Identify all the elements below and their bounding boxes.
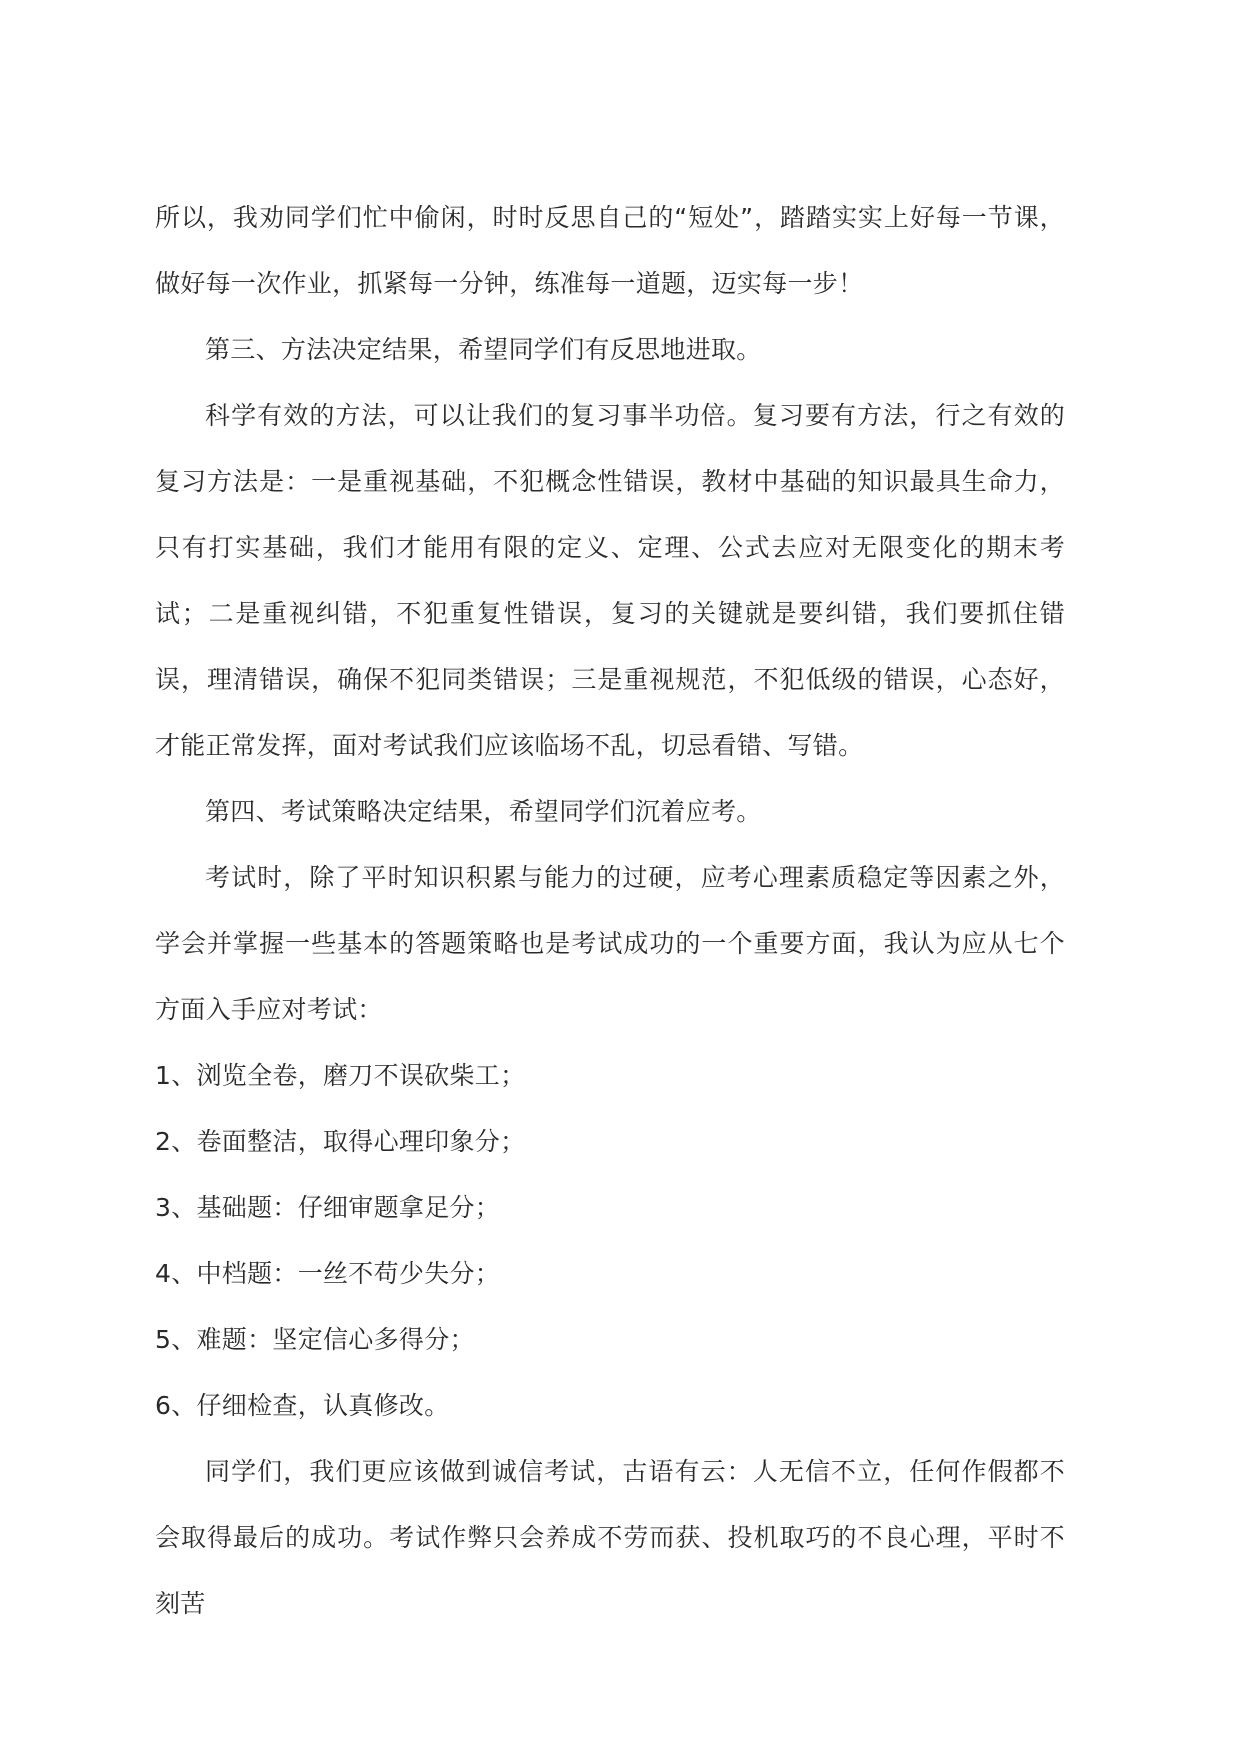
paragraph-methods: 科学有效的方法，可以让我们的复习事半功倍。复习要有方法，行之有效的复习方法是：一是重视基础，不犯概念性错误，教材中基础的知识最具生命力，只有打实基础，我们才能用有限的定义、定理、公式去应对无限变化的期末考试；二是重视纠错，不犯重复性错误，复习的关键就是要纠错，我们要抓住错误，理清错误，确保不犯同类错误；三是重视规范，不犯低级的错误，心态好，才能正常发挥，面对考试我们应该临场不乱，切忌看错、写错。 bbox=[155, 401, 1065, 760]
document-body bbox=[155, 185, 1065, 1637]
list-item: 3、基础题：仔细审题拿足分； bbox=[155, 1193, 501, 1222]
paragraph-integrity: 同学们，我们更应该做到诚信考试，古语有云：人无信不立，任何作假都不会取得最后的成功。考试作弊只会养成不劳而获、投机取巧的不良心理，平时不刻苦 bbox=[155, 1457, 1065, 1618]
list-item: 4、中档题：一丝不苟少失分； bbox=[155, 1259, 501, 1288]
paragraph-strategy: 考试时，除了平时知识积累与能力的过硬，应考心理素质稳定等因素之外，学会并掌握一些基本的答题策略也是考试成功的一个重要方面，我认为应从七个方面入手应对考试： bbox=[155, 863, 1065, 1024]
list-item: 6、仔细检查，认真修改。 bbox=[155, 1391, 450, 1420]
paragraph-continuation: 所以，我劝同学们忙中偷闲，时时反思自己的“短处”，踏踏实实上好每一节课，做好每一次作业，抓紧每一分钟，练准每一道题，迈实每一步！ bbox=[155, 203, 1065, 298]
list-item: 2、卷面整洁，取得心理印象分； bbox=[155, 1127, 526, 1156]
section-heading-four: 第四、考试策略决定结果，希望同学们沉着应考。 bbox=[205, 797, 762, 826]
section-heading-three: 第三、方法决定结果，希望同学们有反思地进取。 bbox=[205, 335, 762, 364]
list-item: 5、难题：坚定信心多得分； bbox=[155, 1325, 475, 1354]
list-item: 1、浏览全卷，磨刀不误砍柴工； bbox=[155, 1061, 526, 1090]
